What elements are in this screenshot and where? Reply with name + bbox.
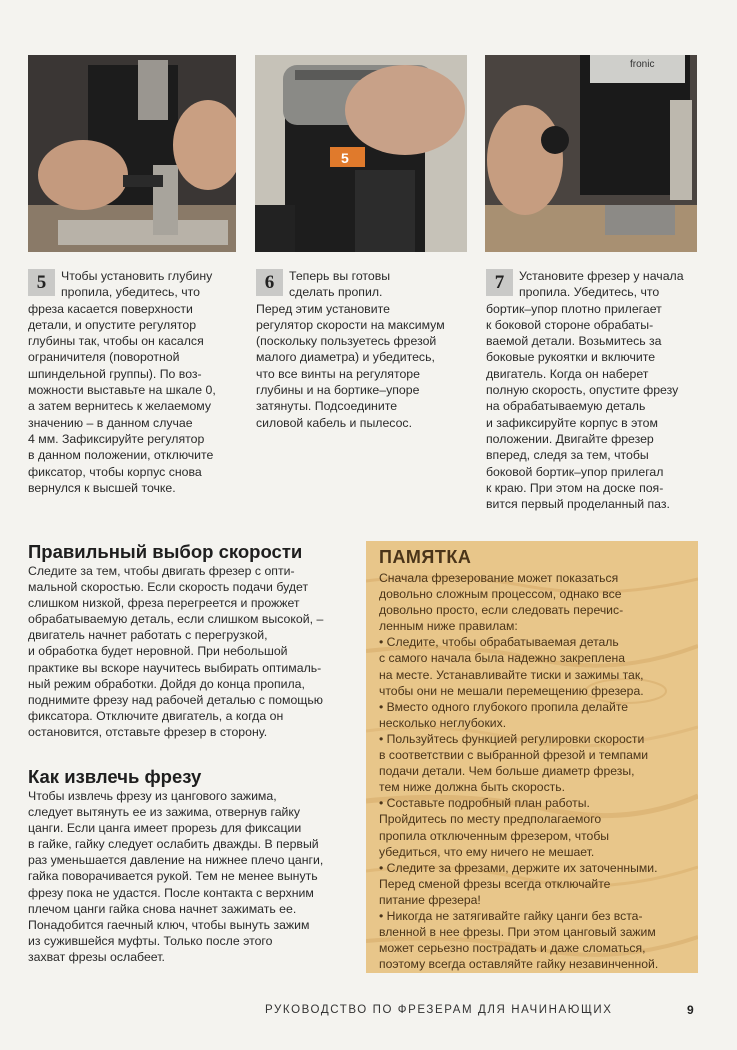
step-number: 7 (486, 269, 513, 296)
memo-box (366, 541, 698, 973)
step-5-text: Чтобы установить глубину пропила, убедитесь, что фреза касается поверхности детали, и опустите регулятор глубины так, чтобы он касался ограничителя (поворотной шпиндельной группы). По воз- можности выставьте на шкале 0, а затем вернитесь к желаемому значению – в данном случае 4 мм. Зафиксируйте регулятор в данном положении, отключите фиксатор, чтобы корпус снова вернулся к высшей точке. (28, 269, 216, 495)
memo-title: ПАМЯТКА (379, 547, 472, 567)
brand-text: fronic (630, 59, 655, 70)
step-number: 6 (256, 269, 283, 296)
step-number: 5 (28, 269, 55, 296)
step-7 (486, 268, 698, 512)
section-heading-extract: Как извлечь фрезу (28, 766, 202, 787)
photo-step-7 (485, 55, 697, 252)
page-number: 9 (687, 1003, 694, 1017)
step-6-text: Теперь вы готовы сделать пропил. Перед этим установите регулятор скорости на максимум (поскольку пользуетесь фрезой малого диаметра) и убедитесь, что все винты на регуляторе глубины и на бортике–упоре затянуты. Подсоедините силовой кабель и пылесос. (256, 269, 445, 430)
step-7-text: Установите фрезер у начала пропила. Убедитесь, что бортик–упор плотно прилегает к боковой стороне обрабаты- ваемой детали. Возьмитесь за боковые рукоятки и включите двигатель. Когда он наберет полную скорость, опустите фрезу на обрабатываемую деталь и зафиксируйте корпус в этом положении. Двигайте фрезер вперед, следя за тем, чтобы боковой бортик–упор прилегал к краю. При этом на доске поя- вится первый проделанный паз. (486, 269, 684, 512)
photo-step-5 (28, 55, 236, 252)
photo-step-6 (255, 55, 467, 252)
dial-label: 5 (341, 150, 349, 166)
step-6 (256, 268, 468, 431)
step-5 (28, 268, 238, 496)
running-footer: РУКОВОДСТВО ПО ФРЕЗЕРАМ ДЛЯ НАЧИНАЮЩИХ (265, 1004, 613, 1016)
memo-text: Сначала фрезерование может показаться довольно сложным процессом, однако все довольно просто, если следовать перечис- ленным ниже правилам: • Следите, чтобы обрабатываемая деталь с самого начала была надежно закреплена на месте. Устанавливайте тиски и зажимы так, чтобы они не мешали перемещению фрезера. • Вместо одного глубокого пропила делайте несколько неглубоких. • Пользуйтесь функцией регулировки скорости в соответствии с выбранной фрезой и темпами подачи детали. Чем больше диаметр фрезы, тем ниже должна быть скорость. • Составьте подробный план работы. Пройдитесь по месту предполагаемого пропила отключенным фрезером, чтобы убедиться, что ему ничего не мешает. • Следите за фрезами, держите их заточенными. Перед сменой фрезы всегда отключайте питание фрезера! • Никогда не затягивайте гайку цанги без вста- вленной в нее фрезы. При этом цанговый зажим может серьезно пострадать и даже сломаться, поэтому всегда оставляйте гайку незавинченной. (379, 571, 659, 972)
section-body-speed: Следите за тем, чтобы двигать фрезер с опти- мальной скоростью. Если скорость подачи будет слишком низкой, фреза перегреется и прожжет обрабатываемую деталь, если слишком высокой, – двигатель начнет работать с перегрузкой, и обработка будет неровной. При небольшой практике вы вскоре научитесь выбирать оптималь- ный режим обработки. Дойдя до конца пропила, поднимите фрезу над рабочей деталью с помощью фиксатора. Отключите двигатель, а когда он остановится, отставьте фрезер в сторону. (28, 564, 324, 739)
section-heading-speed: Правильный выбор скорости (28, 541, 303, 562)
section-body-extract: Чтобы извлечь фрезу из цангового зажима, следует вытянуть ее из зажима, отвернув гайку цанги. Если цанга имеет прорезь для фиксации в гайке, гайку следует ослабить дважды. В первый раз уменьшается давление на нижнее плечо цанги, гайка поворачивается рукой. Тем не менее вынуть фрезу пока не удастся. После контакта с верхним плечом цанги гайка снова начнет зажимать ее. Понадобится гаечный ключ, чтобы вынуть зажим из сужившейся муфты. Только после этого захват фрезы ослабеет. (28, 789, 324, 964)
